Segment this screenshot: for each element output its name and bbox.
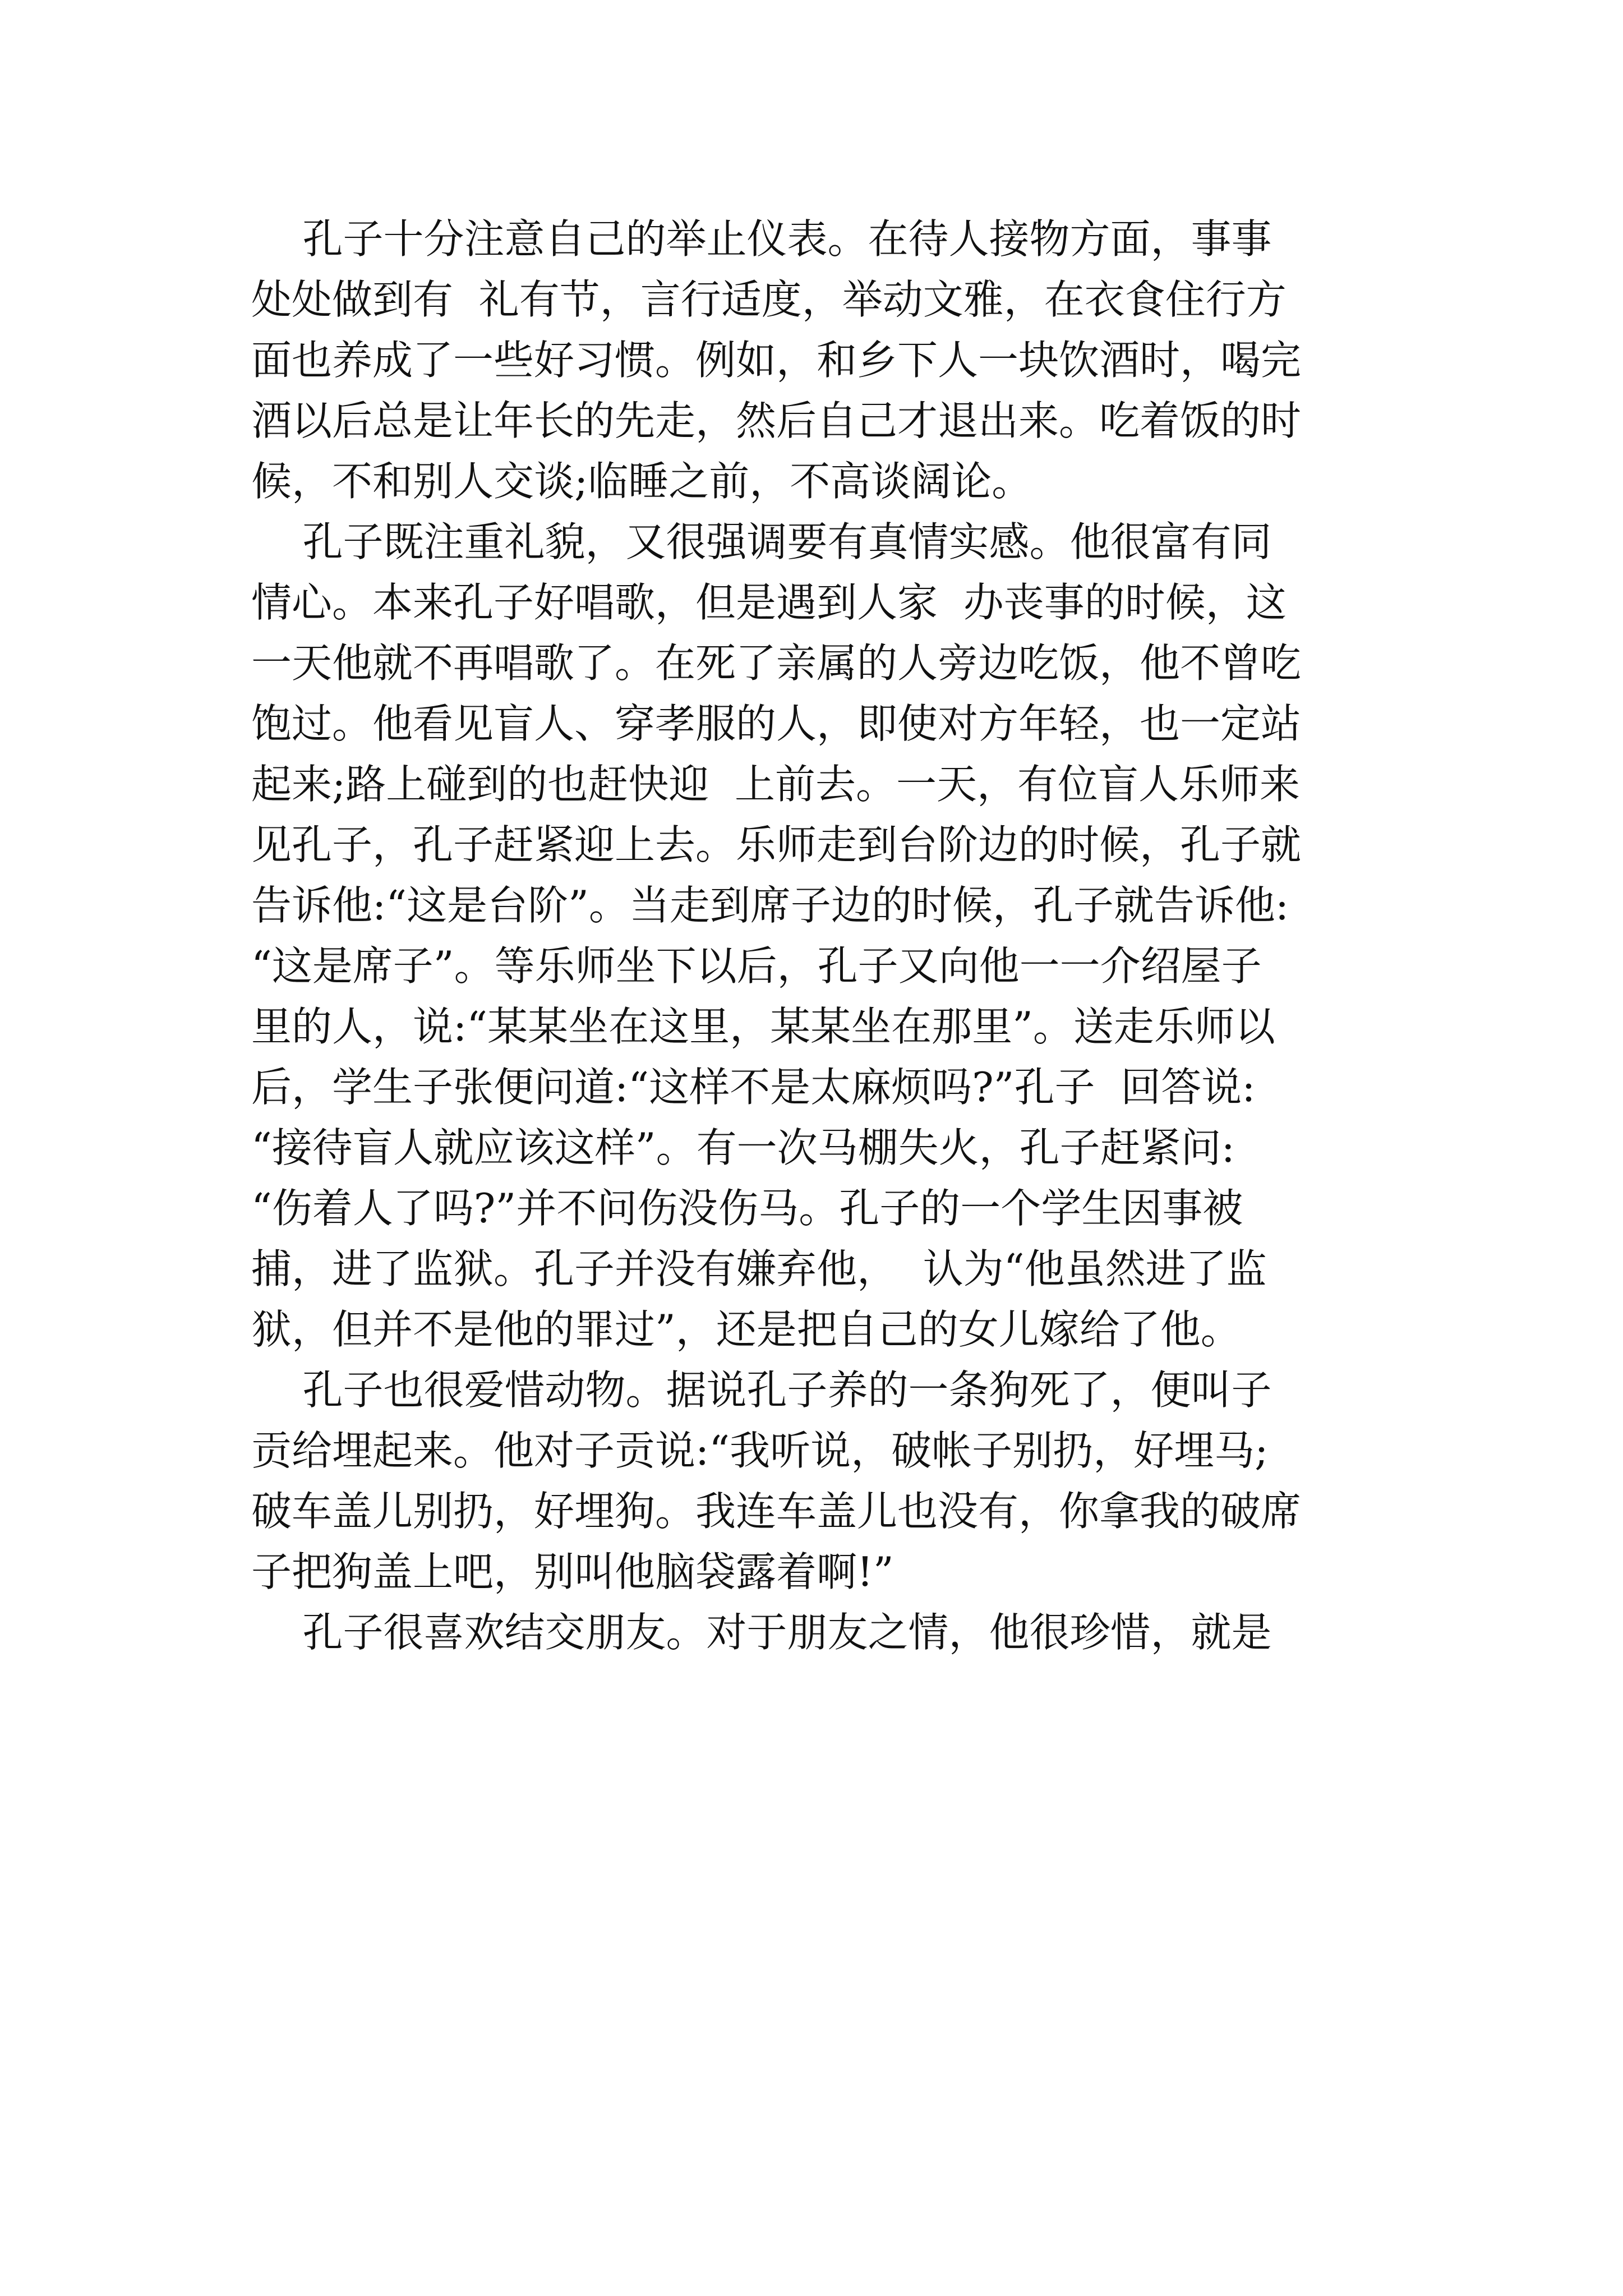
text-line: 狱，但并不是他的罪过”，还是把自己的女儿嫁给了他。 — [251, 1306, 1241, 1353]
text-line: 见孔子，孔子赶紧迎上去。乐师走到台阶边的时候，孔子就 — [251, 821, 1302, 868]
text-line: 起来;路上碰到的也赶快迎 上前去。一天，有位盲人乐师来 — [251, 761, 1301, 808]
text-line: 处处做到有 礼有节，言行适度，举动文雅，在衣食住行方 — [251, 276, 1287, 323]
text-line: 孔子既注重礼貌，又很强调要有真情实感。他很富有同 — [251, 518, 1272, 565]
text-line: 后，学生子张便问道:“这样不是太麻烦吗?”孔子 回答说: — [251, 1064, 1256, 1111]
text-line: 子把狗盖上吧，别叫他脑袋露着啊!” — [251, 1548, 894, 1595]
text-line: 告诉他:“这是台阶”。当走到席子边的时候，孔子就告诉他: — [251, 882, 1289, 929]
text-line: 一天他就不再唱歌了。在死了亲属的人旁边吃饭，他不曾吃 — [251, 639, 1302, 687]
text-line: 贡给埋起来。他对子贡说:“我听说，破帐子别扔，好埋马; — [251, 1427, 1269, 1474]
text-line: 孔子很喜欢结交朋友。对于朋友之情，他很珍惜，就是 — [251, 1609, 1272, 1656]
text-line: “接待盲人就应该这样”。有一次马棚失火，孔子赶紧问: — [251, 1124, 1235, 1171]
text-line: 饱过。他看见盲人、穿孝服的人，即使对方年轻，也一定站 — [251, 700, 1302, 747]
body-text — [251, 209, 1429, 1663]
text-line: 捕，进了监狱。孔子并没有嫌弃他， 认为“他虽然进了监 — [251, 1245, 1267, 1292]
text-line: “这是席子”。等乐师坐下以后，孔子又向他一一介绍屋子 — [251, 942, 1262, 990]
text-line: 酒以后总是让年长的先走，然后自己才退出来。吃着饭的时 — [251, 397, 1302, 444]
text-line: 面也养成了一些好习惯。例如，和乡下人一块饮酒时，喝完 — [251, 337, 1302, 384]
text-line: 破车盖儿别扔，好埋狗。我连车盖儿也没有，你拿我的破席 — [251, 1488, 1302, 1535]
text-line: “伤着人了吗?”并不问伤没伤马。孔子的一个学生因事被 — [251, 1185, 1243, 1232]
text-line: 候，不和别人交谈;临睡之前，不高谈阔论。 — [251, 458, 1032, 505]
text-line: 孔子十分注意自己的举止仪表。在待人接物方面，事事 — [251, 215, 1272, 263]
text-line: 情心。本来孔子好唱歌，但是遇到人家 办丧事的时候，这 — [251, 579, 1287, 626]
text-line: 孔子也很爱惜动物。据说孔子养的一条狗死了，便叫子 — [251, 1366, 1272, 1414]
text-line: 里的人，说:“某某坐在这里，某某坐在那里”。送走乐师以 — [251, 1003, 1275, 1050]
